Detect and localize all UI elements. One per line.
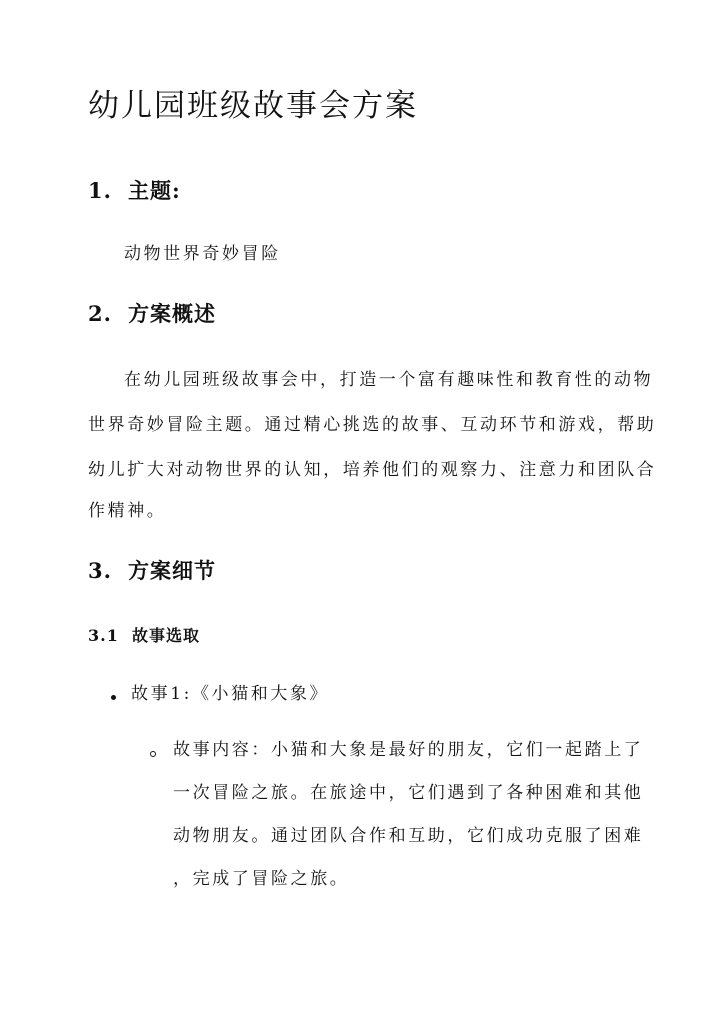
bullet-icon <box>111 695 116 700</box>
section-3-title: 方案细节 <box>128 558 216 583</box>
section-1-line-1: 动物世界奇妙冒险 <box>124 244 281 264</box>
subsection-3-1-heading <box>88 624 200 648</box>
section-2-line-2: 世界奇妙冒险主题。通过精心挑选的故事、互动环节和游戏，帮助 <box>88 415 657 435</box>
section-2-line-4: 作精神。 <box>88 501 167 521</box>
section-1-title: 主题: <box>128 178 181 203</box>
story-content-line-2: 一次冒险之旅。在旅途中，它们遇到了各种困难和其他 <box>173 783 644 803</box>
section-2-title: 方案概述 <box>128 301 216 326</box>
story-content-line-3: 动物朋友。通过团队合作和互助，它们成功克服了困难 <box>173 826 644 846</box>
bullet-story-1: 故事1:《小猫和大象》 <box>131 684 330 704</box>
section-3-number: 3. <box>88 558 112 583</box>
circle-bullet-icon <box>150 751 156 757</box>
section-2-heading <box>88 299 216 329</box>
section-2-number: 2. <box>88 301 112 326</box>
subsection-3-1-number: 3.1 <box>88 626 119 645</box>
story-content-line-1: 故事内容：小猫和大象是最好的朋友，它们一起踏上了 <box>173 740 644 760</box>
subsection-3-1-title: 故事选取 <box>132 626 201 645</box>
section-2-line-1: 在幼儿园班级故事会中，打造一个富有趣味性和教育性的动物 <box>124 370 654 390</box>
section-1-number: 1. <box>88 178 112 203</box>
section-3-heading <box>88 556 216 586</box>
section-2-line-3: 幼儿扩大对动物世界的认知，培养他们的观察力、注意力和团队合 <box>88 460 657 480</box>
story-content-line-4: ，完成了冒险之旅。 <box>173 869 350 889</box>
document-title: 幼儿园班级故事会方案 <box>88 88 418 124</box>
section-1-heading <box>88 176 181 206</box>
